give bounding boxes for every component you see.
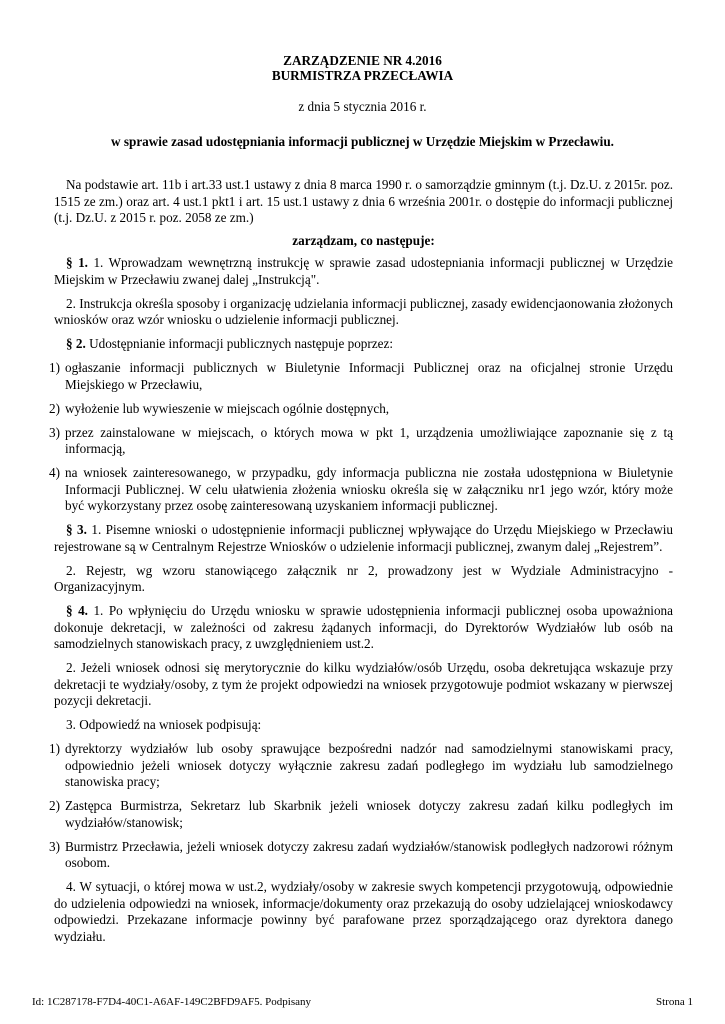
document-body [49,177,674,953]
section-4-label: § 4. [66,603,88,618]
page-number: Strona 1 [656,996,693,1008]
section-1-label: § 1. [66,255,88,270]
list-item: 1) ogłaszanie informacji publicznych w Biuletynie Informacji Publicznej oraz na oficjalnej stronie Urzędu Miejskiego w Przecławiu, [49,360,673,392]
document-subject: w sprawie zasad udostępniania informacji publicznej w Urzędzie Miejskim w Przecławiu. [111,134,614,149]
document-date: z dnia 5 stycznia 2016 r. [298,99,427,114]
section-1-paragraph-2: 2. Instrukcja określa sposoby i organizację udzielania informacji publicznej, zasady ewidencjaonowania złożonych wniosków oraz wzór wniosku o udzielenie informacji publicznej. [54,295,673,327]
list-item: 4) na wniosek zainteresowanego, w przypadku, gdy informacja publiczna nie została udostępniona w Biuletynie Informacji Publicznej. W celu ułatwienia złożenia wniosku określa się w załączniku nr1 jego wzór, który może być wykorzystany przez osobę zainteresowaną uzyskaniem informacji publicznej. [49,465,673,513]
section-3-paragraph-2: 2. Rejestr, wg wzoru stanowiącego załącznik nr 2, prowadzony jest w Wydziale Administracyjno - Organizacyjnym. [54,562,673,594]
list-item: 1) dyrektorzy wydziałów lub osoby sprawujące bezpośredni nadzór nad samodzielnymi stanowiskami pracy, odpowiednio jeżeli wniosek dotyczy wyłącznie zakresu zadań podległego im wydziału lub samodzielnego stanowiska pracy; [49,741,673,789]
list-item: 2) Zastępca Burmistrza, Sekretarz lub Skarbnik jeżeli wniosek dotyczy zakresu zadań kilku podległych im wydziałów/stanowisk; [49,798,673,830]
list-item: 3) Burmistrz Przecławia, jeżeli wniosek dotyczy zakresu zadań wydziałów/stanowisk podległych nadzorowi różnym osobom. [49,838,673,870]
list-item: 3) przez zainstalowane w miejscach, o których mowa w pkt 1, urządzenia umożliwiające zapoznanie się z tą informacją, [49,424,673,456]
declaration: zarządzam, co następuje: [292,232,435,248]
section-2-intro: § 2. Udostępnianie informacji publicznych następuje poprzez: [66,336,394,351]
section-4-paragraph-3: 3. Odpowiedź na wniosek podpisują: [66,717,262,732]
section-4-paragraph-4: 4. W sytuacji, o której mowa w ust.2, wydziały/osoby w zakresie swych kompetencji przygotowują, odpowiednie do udzielenia odpowiedzi na wniosek, informacje/dokumenty oraz przekazują do osoby udzielającej wnioskodawcy odpowiedzi. Przekazane informacje powinny być parafowane przez sporządzającego oraz dyrektora danego wydziału. [54,879,673,944]
title-line-1: ZARZĄDZENIE NR 4.2016 [283,53,442,68]
section-2-label: § 2. [66,336,86,351]
section-4-paragraph-2: 2. Jeżeli wniosek odnosi się merytorycznie do kilku wydziałów/osób Urzędu, osoba dekretująca wskazuje przy dekretacji te wydziały/osoby, z tym że projekt odpowiedzi na wniosek przygotowuje podmiot wskazany w pierwszej pozycji dekretacji. [54,660,673,708]
section-4-paragraph-1: § 4. 1. Po wpłynięciu do Urzędu wniosku w sprawie udostępnienia informacji publicznej osoba upoważniona dokonuje dekretacji, w zależności od zakresu żądanych informacji, do Dyrektorów Wydziałów lub osób na samodzielnych stanowiskach pracy, z uwzględnieniem ust.2. [54,603,673,651]
document-title [0,53,725,83]
title-line-2: BURMISTRZA PRZECŁAWIA [271,68,454,83]
section-1-paragraph-1: § 1. 1. Wprowadzam wewnętrzną instrukcję w sprawie zasad udostepniania informacji publicznej w Urzędzie Miejskim w Przecławiu zwanej dalej „Instrukcją". [54,255,673,287]
document-id: Id: 1C287178-F7D4-40C1-A6AF-149C2BFD9AF5. Podpisany [32,996,311,1008]
section-3-paragraph-1: § 3. 1. Pisemne wnioski o udostępnienie informacji publicznej wpływające do Urzędu Miejskiego w Przecławiu rejestrowane są w Centralnym Rejestrze Wniosków o udzielenie informacji publicznej, zwanym dalej „Rejestrem”. [54,522,674,554]
list-item: 2) wyłożenie lub wywieszenie w miejscach ogólnie dostępnych, [49,400,390,416]
section-3-label: § 3. [66,522,87,537]
preamble: Na podstawie art. 11b i art.33 ust.1 ustawy z dnia 8 marca 1990 r. o samorządzie gminnym (t.j. Dz.U. z 2015r. poz. 1515 ze zm.) oraz art. 4 ust.1 pkt1 i art. 15 ust.1 ustawy z dnia 6 września 2001r. o dostępie do informacji publicznej (t.j. Dz.U. z 2015 r. poz. 2058 ze zm.) [54,177,673,225]
